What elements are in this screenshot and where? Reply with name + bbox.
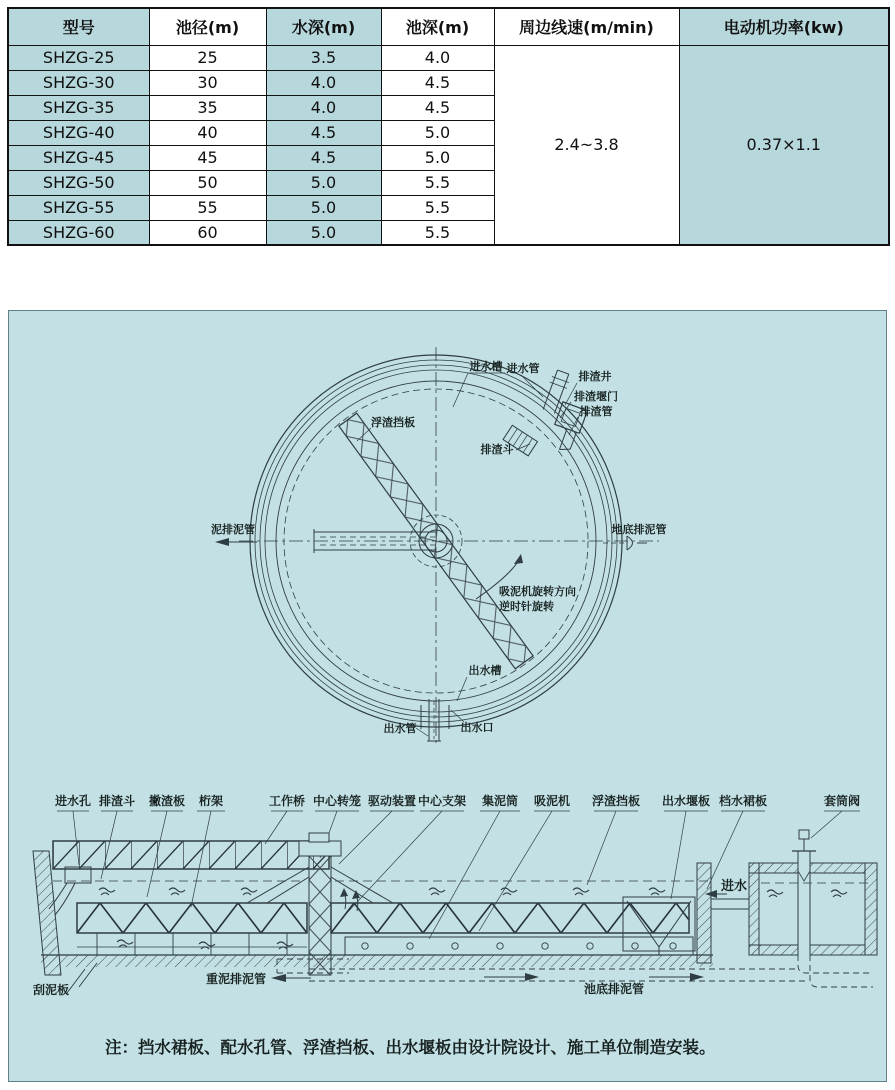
- pool-depth-cell: 5.5: [381, 220, 494, 245]
- header-pool-diameter: 池径(m): [149, 8, 266, 45]
- label-inlet-pipe: 进水管: [506, 362, 540, 375]
- pool-depth-cell: 4.0: [381, 45, 494, 70]
- label-scraper: 刮泥板: [33, 983, 70, 997]
- label-scum-baffle-section: 浮渣挡板: [591, 794, 641, 808]
- diameter-cell: 40: [149, 120, 266, 145]
- label-outlet-trough: 出水槽: [468, 664, 502, 677]
- main-truss-left: [77, 903, 307, 933]
- model-cell: SHZG-35: [8, 95, 149, 120]
- label-scum-baffle: 浮渣挡板: [371, 416, 415, 429]
- header-model: 型号: [8, 8, 149, 45]
- label-pool-bottom-pipe: 池底排泥管: [583, 982, 645, 996]
- model-cell: SHZG-50: [8, 170, 149, 195]
- label-water-skirt-plate: 档水裙板: [718, 794, 768, 808]
- label-scum-well: 排渣井: [578, 370, 612, 383]
- water-depth-cell: 5.0: [266, 220, 381, 245]
- label-scum-pipe: 排渣管: [579, 405, 613, 418]
- label-inlet-water: 进水: [721, 879, 748, 894]
- header-pool-depth: 池深(m): [381, 8, 494, 45]
- section-top-labels: [54, 793, 860, 808]
- water-depth-cell: 4.5: [266, 145, 381, 170]
- scraper-leader: [67, 963, 97, 993]
- pool-depth-cell: 5.5: [381, 170, 494, 195]
- label-scum-hopper-section: 排渣斗: [98, 794, 136, 808]
- label-inlet-hole: 进水孔: [54, 794, 92, 808]
- spec-table: [7, 7, 890, 246]
- diameter-cell: 50: [149, 170, 266, 195]
- label-center-support: 中心支架: [417, 794, 467, 808]
- pool-depth-cell: 5.0: [381, 145, 494, 170]
- model-cell: SHZG-60: [8, 220, 149, 245]
- header-motor-power: 电动机功率(kw): [679, 8, 889, 45]
- pool-depth-cell: 4.5: [381, 70, 494, 95]
- label-skimmer-plate: 撇渣板: [148, 794, 186, 808]
- diameter-cell: 55: [149, 195, 266, 220]
- label-bottom-sludge-pipe: 地底排泥管: [611, 523, 667, 536]
- sleeve-valve: [792, 830, 816, 945]
- tank-right-wall: [697, 863, 711, 963]
- diameter-cell: 35: [149, 95, 266, 120]
- drive-housing: [299, 841, 341, 856]
- diameter-cell: 45: [149, 145, 266, 170]
- technical-drawing: [9, 311, 886, 1081]
- outlet-structure: [421, 699, 449, 741]
- label-rotation-line2: 逆时针旋转: [499, 600, 554, 613]
- diameter-cell: 60: [149, 220, 266, 245]
- label-suction-machine: 吸泥机: [533, 794, 571, 808]
- label-outlet-pipe: 出水管: [383, 722, 417, 735]
- drive-motor: [309, 833, 329, 842]
- label-outlet-port: 出水口: [460, 721, 494, 734]
- diagram-panel: [8, 310, 887, 1082]
- water-depth-cell: 4.0: [266, 95, 381, 120]
- main-truss-right: [331, 903, 689, 933]
- tank-floor: [41, 955, 713, 967]
- label-scum-hopper: 排渣斗: [480, 443, 514, 456]
- water-depth-cell: 4.5: [266, 120, 381, 145]
- diagram-note: 注：挡水裙板、配水孔管、浮渣挡板、出水堰板由设计院设计、施工单位制造安装。: [105, 1038, 716, 1057]
- scraper-supports: [77, 933, 307, 955]
- label-truss: 桁架: [198, 794, 224, 808]
- header-line-speed: 周边线速(m/min): [494, 8, 679, 45]
- table-row: [8, 45, 889, 70]
- water-depth-cell: 4.0: [266, 70, 381, 95]
- label-sludge-discharge-pipe: 泥排泥管: [211, 523, 255, 536]
- water-depth-cell: 3.5: [266, 45, 381, 70]
- header-water-depth: 水深(m): [266, 8, 381, 45]
- label-work-bridge: 工作桥: [268, 794, 306, 808]
- water-depth-cell: 5.0: [266, 195, 381, 220]
- bottom-sludge-pipe-symbol: [603, 536, 647, 550]
- label-drive-device: 驱动装置: [367, 794, 417, 808]
- motor-power-cell: 0.37×1.1: [679, 45, 889, 245]
- label-inlet-trough: 进水槽: [469, 360, 503, 373]
- label-center-cage: 中心转笼: [312, 794, 362, 808]
- label-outlet-weir-plate: 出水堰板: [661, 794, 711, 808]
- label-scum-weir-gate: 排渣堰门: [574, 390, 618, 403]
- model-cell: SHZG-55: [8, 195, 149, 220]
- model-cell: SHZG-30: [8, 70, 149, 95]
- pool-depth-cell: 5.5: [381, 195, 494, 220]
- model-cell: SHZG-40: [8, 120, 149, 145]
- pool-depth-cell: 4.5: [381, 95, 494, 120]
- label-sludge-collector: 集泥筒: [481, 794, 519, 808]
- header-row: [8, 8, 889, 45]
- water-depth-cell: 5.0: [266, 170, 381, 195]
- label-heavy-sludge-pipe: 重泥排泥管: [206, 972, 267, 986]
- suction-trough: [345, 937, 693, 955]
- line-speed-cell: 2.4~3.8: [494, 45, 679, 245]
- model-cell: SHZG-45: [8, 145, 149, 170]
- label-sleeve-valve: 套筒阀: [823, 794, 861, 808]
- pool-depth-cell: 5.0: [381, 120, 494, 145]
- inlet-chamber: [749, 863, 877, 955]
- diameter-cell: 30: [149, 70, 266, 95]
- walkway-truss: [53, 841, 329, 869]
- section-view: [33, 811, 877, 993]
- label-rotation-line1: 吸泥机旋转方向: [499, 585, 576, 598]
- diameter-cell: 25: [149, 45, 266, 70]
- model-cell: SHZG-25: [8, 45, 149, 70]
